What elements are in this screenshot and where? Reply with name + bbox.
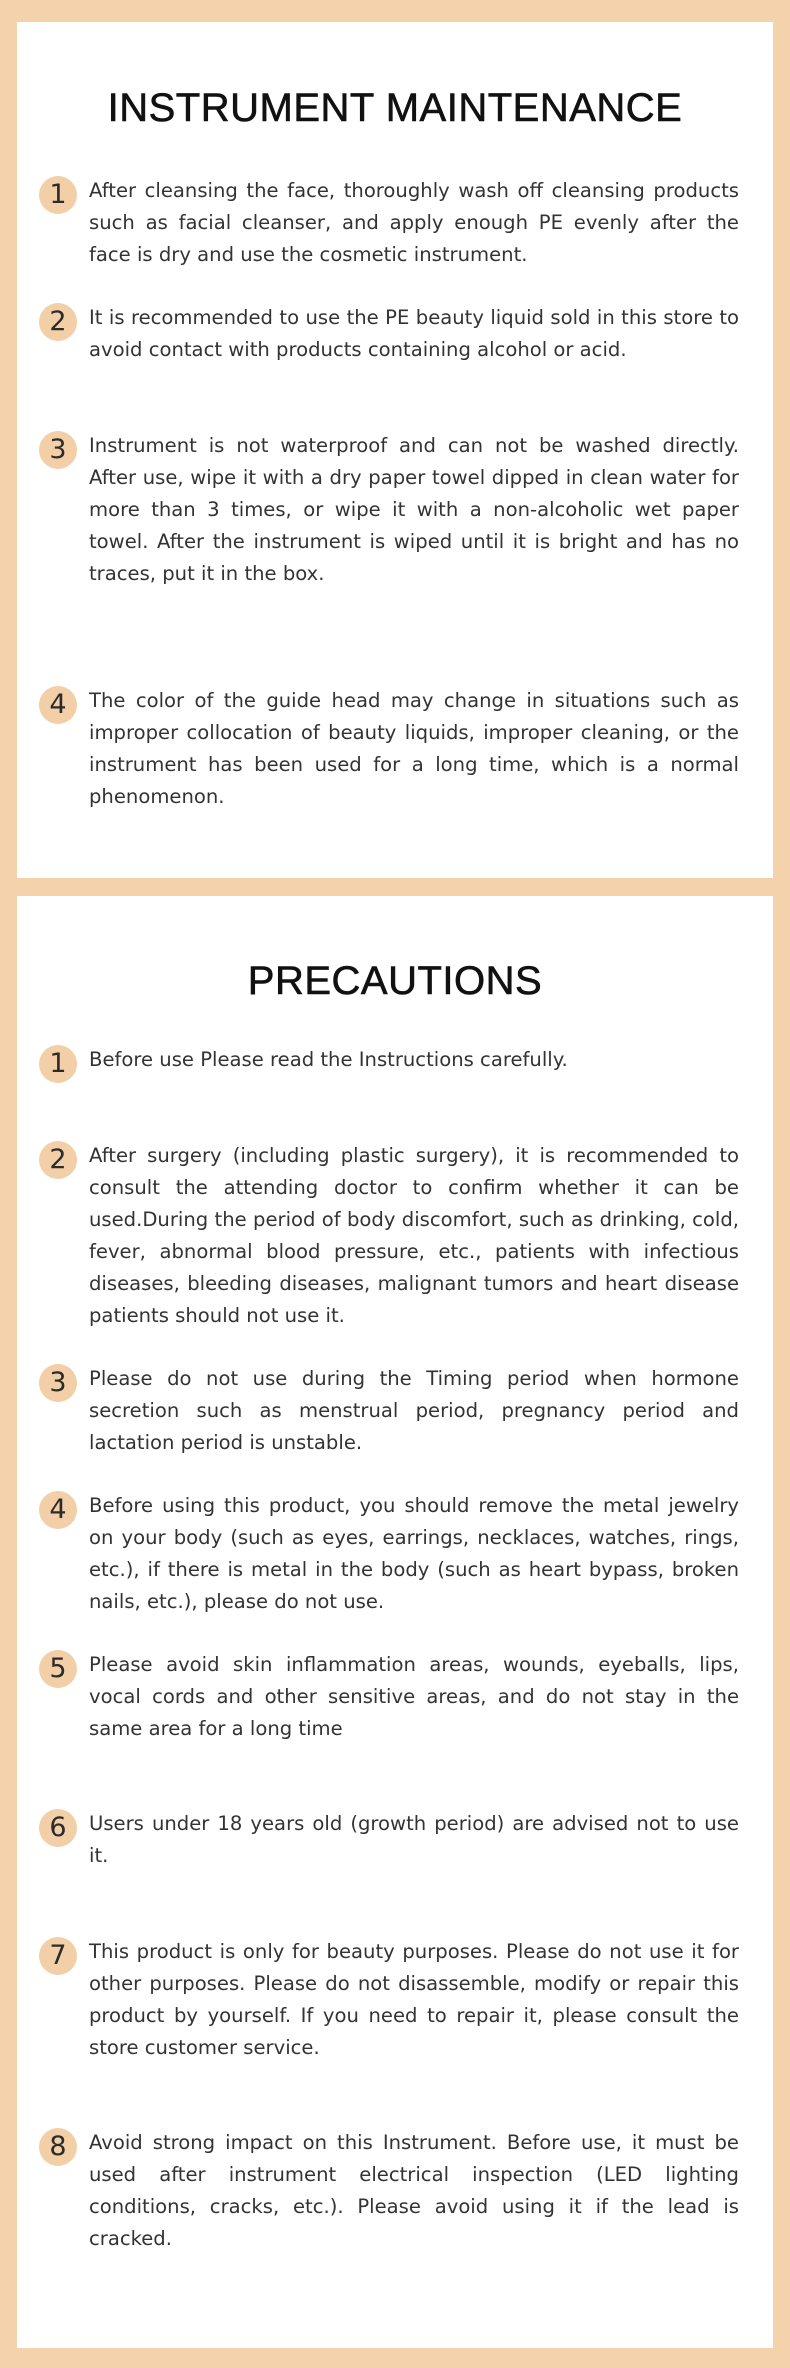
- precautions-item-text: After surgery (including plastic surgery), it is recommended to consult the attending doctor to confirm whether it can be used.During the period of body discomfort, such as drinking, cold, fever, abnormal blood pressure, etc., patients with infectious diseases, bleeding diseases, malignant tumors and heart disease patients should not use it.: [89, 1144, 739, 1327]
- number-badge: 8: [39, 2128, 77, 2166]
- number-badge: 7: [39, 1937, 77, 1975]
- maintenance-item-text: It is recommended to use the PE beauty liquid sold in this store to avoid contact with products containing alcohol or acid.: [89, 306, 739, 361]
- number-badge: 1: [39, 1045, 77, 1083]
- maintenance-item-text: Instrument is not waterproof and can not be washed directly. After use, wipe it with a dry paper towel dipped in clean water for more than 3 times, or wipe it with a non-alcoholic wet paper towel. After the instrument is wiped until it is bright and has no traces, put it in the box.: [89, 434, 739, 585]
- number-badge: 6: [39, 1809, 77, 1847]
- precautions-item-text: Please avoid skin inflammation areas, wounds, eyeballs, lips, vocal cords and other sensitive areas, and do not stay in the same area for a long time: [89, 1653, 739, 1740]
- precautions-item-text: This product is only for beauty purposes. Please do not use it for other purposes. Please do not disassemble, modify or repair this product by yourself. If you need to repair it, please consult the store customer service.: [89, 1940, 739, 2059]
- precautions-item-text: Users under 18 years old (growth period) are advised not to use it.: [89, 1812, 739, 1867]
- number-badge: 4: [39, 1491, 77, 1529]
- precautions-item-text: Avoid strong impact on this Instrument. Before use, it must be used after instrument electrical inspection (LED lighting conditions, cracks, etc.). Please avoid using it if the lead is cracked.: [89, 2131, 739, 2250]
- number-badge: 1: [39, 176, 77, 214]
- maintenance-item-text: The color of the guide head may change in situations such as improper collocation of beauty liquids, improper cleaning, or the instrument has been used for a long time, which is a normal phenomenon.: [89, 689, 739, 808]
- number-badge: 5: [39, 1650, 77, 1688]
- precautions-panel: [17, 896, 773, 2348]
- number-badge: 3: [39, 1364, 77, 1402]
- maintenance-title: INSTRUMENT MAINTENANCE: [107, 86, 683, 130]
- precautions-item-text: Before use Please read the Instructions carefully.: [89, 1048, 568, 1071]
- precautions-item-text: Please do not use during the Timing period when hormone secretion such as menstrual period, pregnancy period and lactation period is unstable.: [89, 1367, 739, 1454]
- maintenance-panel: [17, 22, 773, 878]
- number-badge: 3: [39, 431, 77, 469]
- maintenance-item-text: After cleansing the face, thoroughly wash off cleansing products such as facial cleanser, and apply enough PE evenly after the face is dry and use the cosmetic instrument.: [89, 179, 739, 266]
- precautions-title: PRECAUTIONS: [247, 959, 543, 1003]
- number-badge: 2: [39, 1141, 77, 1179]
- precautions-item-text: Before using this product, you should remove the metal jewelry on your body (such as eyes, earrings, necklaces, watches, rings, etc.), if there is metal in the body (such as heart bypass, broken nails, etc.), please do not use.: [89, 1494, 739, 1613]
- number-badge: 4: [39, 686, 77, 724]
- number-badge: 2: [39, 303, 77, 341]
